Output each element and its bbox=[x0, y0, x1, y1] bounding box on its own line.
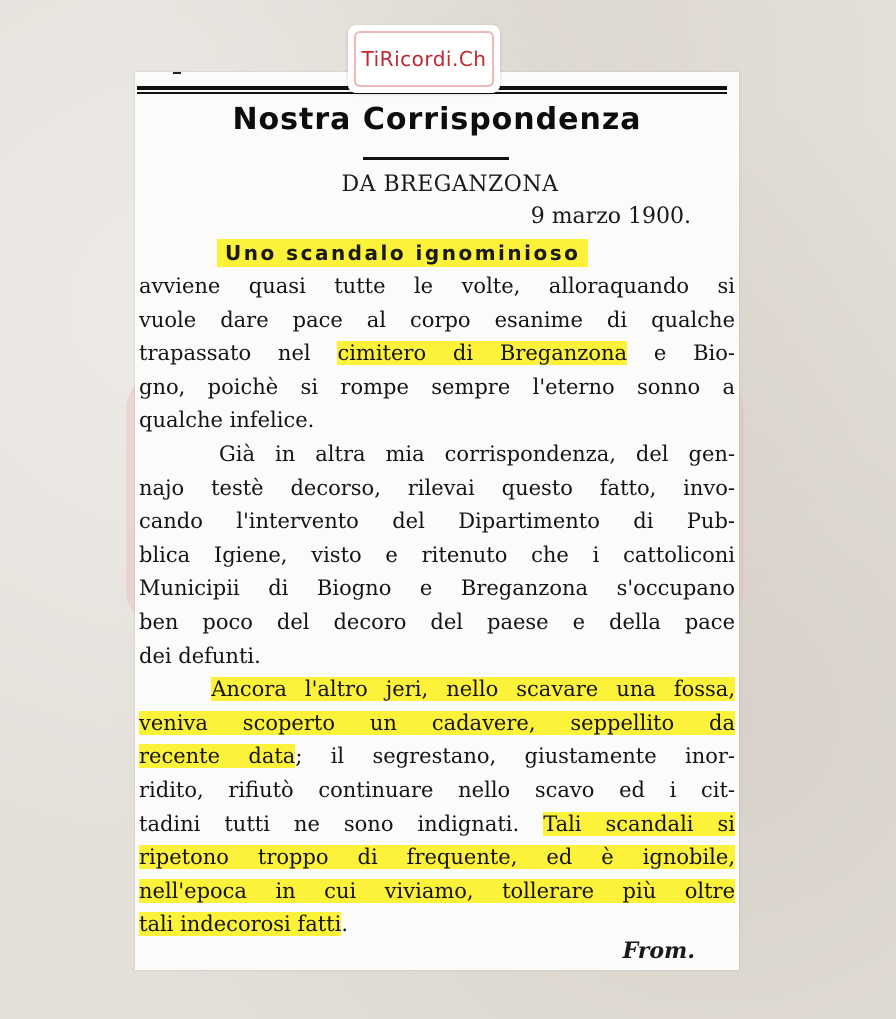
line-text: blica Igiene, visto e ritenuto che i cattoliconi bbox=[139, 542, 735, 567]
article-line bbox=[139, 709, 735, 737]
heading-divider bbox=[363, 157, 509, 160]
article-line bbox=[139, 406, 735, 434]
article-line bbox=[139, 877, 735, 905]
article-line bbox=[139, 574, 735, 602]
line-text: najo testè decorso, rilevai questo fatto, invo- bbox=[139, 475, 735, 500]
lead-title: Uno scandalo ignominioso bbox=[217, 239, 588, 267]
article-line bbox=[139, 306, 735, 334]
highlighted-text: Ancora l'altro jeri, nello scavare una fossa, bbox=[211, 677, 736, 702]
highlighted-text: Tali scandali si bbox=[543, 811, 735, 836]
line-text: vuole dare pace al corpo esanime di qualche bbox=[139, 307, 735, 332]
line-text: ridito, rifiutò continuare nello scavo ed i cit- bbox=[139, 778, 735, 802]
line-text: cando l'intervento del Dipartimento di Pub- bbox=[139, 509, 735, 534]
article-line bbox=[139, 910, 735, 938]
dateline: DA BREGANZONA bbox=[341, 172, 559, 197]
article-line bbox=[139, 373, 735, 401]
article-heading: Nostra Corrispondenza bbox=[232, 102, 642, 137]
article-line bbox=[139, 675, 735, 703]
article-line bbox=[139, 810, 735, 838]
article-line bbox=[139, 507, 735, 535]
line-text: ; il segrestano, giustamente inor- bbox=[295, 744, 735, 769]
logo-frame bbox=[354, 31, 494, 87]
highlighted-text: nell'epoca in cui viviamo, tollerare più oltre bbox=[139, 878, 735, 903]
article-line bbox=[139, 541, 735, 569]
article-line bbox=[139, 272, 735, 300]
highlighted-text: recente data bbox=[139, 744, 296, 769]
article-line bbox=[139, 608, 735, 636]
article-line bbox=[139, 440, 735, 468]
article-line bbox=[139, 474, 735, 502]
site-logo bbox=[348, 25, 500, 93]
article-line bbox=[139, 642, 735, 670]
highlighted-text: ripetono troppo di frequente, ed è ignobile, bbox=[139, 845, 735, 870]
signature: From. bbox=[622, 938, 695, 964]
line-text: . bbox=[341, 912, 349, 937]
line-text bbox=[139, 677, 211, 701]
line-text: trapassato nel bbox=[139, 341, 338, 366]
line-text: qualche infelice. bbox=[139, 408, 315, 433]
corner-mark bbox=[173, 72, 181, 74]
highlighted-text: cimitero di Breganzona bbox=[337, 341, 628, 366]
highlighted-text: veniva scoperto un cadavere, seppellito da bbox=[139, 710, 735, 735]
line-text: e Bio- bbox=[627, 341, 736, 366]
line-text: ben poco del decoro del paese e della pace bbox=[139, 610, 735, 634]
line-text: avviene quasi tutte le volte, alloraquando si bbox=[139, 274, 735, 298]
article-line bbox=[139, 843, 735, 871]
article-line bbox=[139, 339, 735, 367]
article-date: 9 marzo 1900. bbox=[530, 204, 691, 229]
article-line bbox=[139, 742, 735, 770]
article-line bbox=[139, 776, 735, 804]
line-text: gno, poichè si rompe sempre l'eterno sonno a bbox=[139, 374, 735, 399]
newspaper-clipping bbox=[135, 72, 739, 970]
line-text: tadini tutti ne sono indignati. bbox=[139, 811, 544, 836]
highlighted-text: tali indecorosi fatti bbox=[139, 912, 342, 937]
line-text: dei defunti. bbox=[139, 643, 261, 668]
logo-text: TiRicordi.Ch bbox=[361, 47, 487, 71]
line-text: Municipii di Biogno e Breganzona s'occupano bbox=[139, 576, 735, 601]
line-text: Già in altra mia corrispondenza, del gen- bbox=[139, 442, 735, 466]
